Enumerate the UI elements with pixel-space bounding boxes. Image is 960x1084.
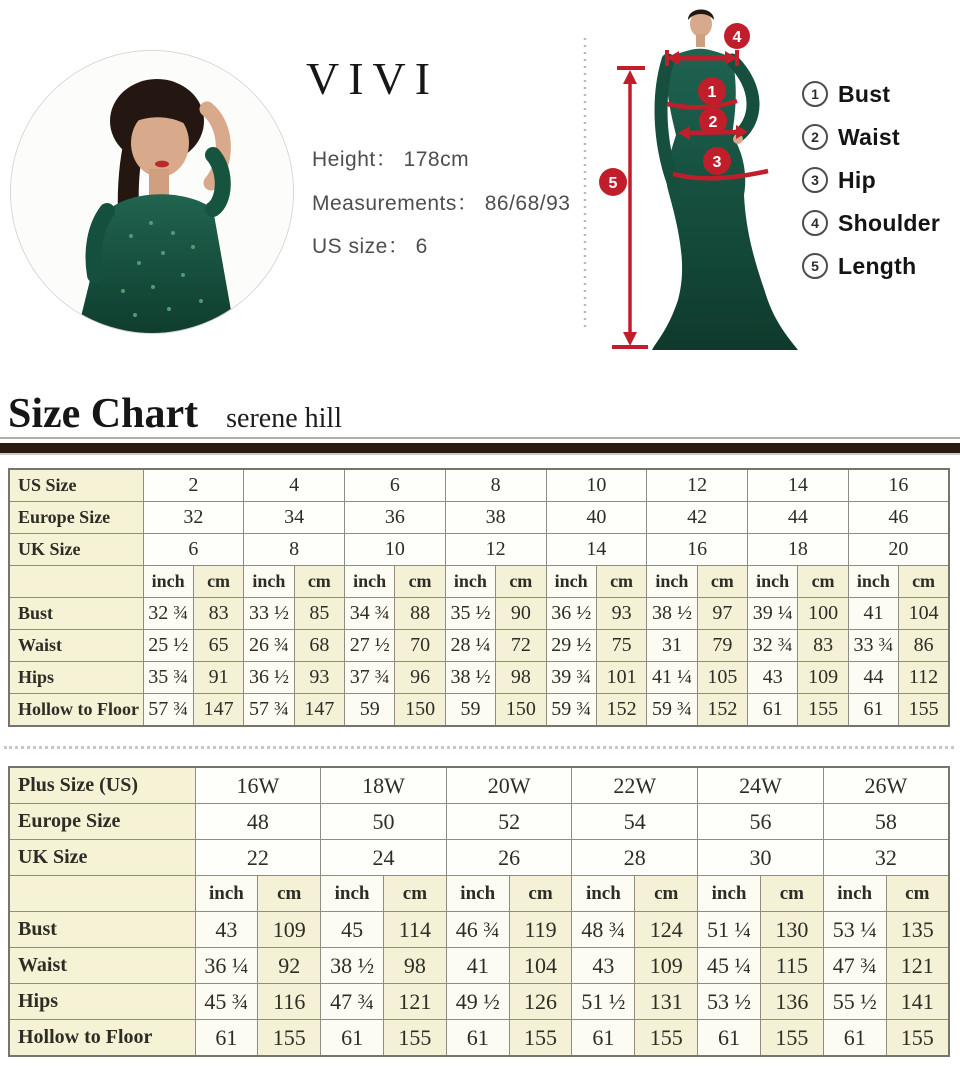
table-cell: inch xyxy=(823,876,886,912)
table-cell: 20W xyxy=(446,767,572,804)
legend-label-waist: Waist xyxy=(838,123,900,150)
table-row xyxy=(9,840,949,876)
table-cell: cm xyxy=(760,876,823,912)
table-cell: 150 xyxy=(496,694,546,727)
table-cell: 147 xyxy=(193,694,243,727)
table-cell: 96 xyxy=(395,662,445,694)
table-cell: 48 ¾ xyxy=(572,912,635,948)
table-cell: inch xyxy=(698,876,761,912)
table-cell: 43 xyxy=(195,912,258,948)
table-cell: 121 xyxy=(383,984,446,1020)
brand-title: VIVI xyxy=(306,53,440,104)
table-cell: 8 xyxy=(445,469,546,502)
model-measurements: Measurements： 86/68/93 xyxy=(312,192,571,215)
table-cell: 36 ¼ xyxy=(195,948,258,984)
legend-item-shoulder xyxy=(802,211,940,235)
legend-item-waist xyxy=(802,125,940,149)
table-cell: 48 xyxy=(195,804,321,840)
size-table-plus xyxy=(8,766,950,1057)
table-cell: 41 ¼ xyxy=(647,662,697,694)
table-cell: 88 xyxy=(395,598,445,630)
table-cell: cm xyxy=(596,566,646,598)
table-cell: cm xyxy=(395,566,445,598)
table-cell: 61 xyxy=(748,694,798,727)
table-cell: 27 ½ xyxy=(345,630,395,662)
table-cell: 54 xyxy=(572,804,698,840)
table-cell: 112 xyxy=(899,662,949,694)
table-cell: 6 xyxy=(345,469,446,502)
table-separator xyxy=(4,746,954,749)
table-cell: 32 xyxy=(823,840,949,876)
table-cell: 109 xyxy=(798,662,848,694)
page-subtitle: serene hill xyxy=(226,403,342,434)
table-cell: 25 ½ xyxy=(143,630,193,662)
table-cell: inch xyxy=(143,566,193,598)
table-cell: 10 xyxy=(345,534,446,566)
table-cell: inch xyxy=(446,876,509,912)
table-cell: 24 xyxy=(321,840,447,876)
row-label: UK Size xyxy=(9,840,195,876)
table-cell: 90 xyxy=(496,598,546,630)
table-row xyxy=(9,694,949,727)
table-cell: 93 xyxy=(596,598,646,630)
table-cell: 16 xyxy=(848,469,949,502)
table-cell: cm xyxy=(258,876,321,912)
table-row xyxy=(9,630,949,662)
table-cell: cm xyxy=(697,566,747,598)
table-cell: inch xyxy=(345,566,395,598)
table-cell: 46 xyxy=(848,502,949,534)
table-cell: 40 xyxy=(546,502,647,534)
table-cell: 22 xyxy=(195,840,321,876)
table-row xyxy=(9,469,949,502)
size-table-standard xyxy=(8,468,950,727)
table-cell: 42 xyxy=(647,502,748,534)
table-cell: 50 xyxy=(321,804,447,840)
length-arrow xyxy=(612,68,648,347)
table-cell: 41 xyxy=(446,948,509,984)
row-label: Plus Size (US) xyxy=(9,767,195,804)
row-label: Europe Size xyxy=(9,804,195,840)
table-cell: inch xyxy=(321,876,384,912)
table-cell: 152 xyxy=(596,694,646,727)
table-cell: 46 ¾ xyxy=(446,912,509,948)
legend-label-bust: Bust xyxy=(838,80,891,107)
table-cell: 155 xyxy=(635,1020,698,1057)
table-cell: 100 xyxy=(798,598,848,630)
table-cell: inch xyxy=(244,566,294,598)
table-cell: 28 xyxy=(572,840,698,876)
table-cell: 34 xyxy=(244,502,345,534)
marker-5: 5 xyxy=(608,175,618,192)
table-cell: 155 xyxy=(886,1020,949,1057)
table-cell: 57 ¾ xyxy=(244,694,294,727)
table-cell: 14 xyxy=(748,469,849,502)
table-cell: 61 xyxy=(698,1020,761,1057)
legend-num-2: 2 xyxy=(802,124,828,150)
table-cell: 92 xyxy=(258,948,321,984)
table-cell: 29 ½ xyxy=(546,630,596,662)
table-cell: 32 ¾ xyxy=(748,630,798,662)
table-cell: inch xyxy=(748,566,798,598)
table-cell: 18W xyxy=(321,767,447,804)
table-cell: 49 ½ xyxy=(446,984,509,1020)
table-cell: 24W xyxy=(698,767,824,804)
table-cell: 61 xyxy=(446,1020,509,1057)
legend-item-hip xyxy=(802,168,940,192)
table-cell: 105 xyxy=(697,662,747,694)
model-height: Height： 178cm xyxy=(312,148,470,171)
table-cell: 4 xyxy=(244,469,345,502)
table-row xyxy=(9,804,949,840)
table-cell: 18 xyxy=(748,534,849,566)
table-cell: 45 xyxy=(321,912,384,948)
table-cell: 155 xyxy=(760,1020,823,1057)
table-cell: 34 ¾ xyxy=(345,598,395,630)
table-row xyxy=(9,534,949,566)
unit-row xyxy=(9,566,949,598)
table-cell: cm xyxy=(193,566,243,598)
table-cell: 53 ¼ xyxy=(823,912,886,948)
size-chart-heading xyxy=(8,390,342,438)
table-cell: 53 ½ xyxy=(698,984,761,1020)
divider-thin xyxy=(0,437,960,439)
table-cell: 51 ½ xyxy=(572,984,635,1020)
table-cell: 39 ¾ xyxy=(546,662,596,694)
table-cell: 36 ½ xyxy=(244,662,294,694)
table-cell: 52 xyxy=(446,804,572,840)
table-cell: 61 xyxy=(823,1020,886,1057)
table-row xyxy=(9,1020,949,1057)
table-cell: 155 xyxy=(509,1020,572,1057)
table-cell: 56 xyxy=(698,804,824,840)
table-cell: 116 xyxy=(258,984,321,1020)
table-cell: 124 xyxy=(635,912,698,948)
row-label: Hollow to Floor xyxy=(9,694,143,727)
marker-2: 2 xyxy=(708,114,718,131)
table-cell: 8 xyxy=(244,534,345,566)
table-cell: inch xyxy=(445,566,495,598)
table-cell: 98 xyxy=(383,948,446,984)
table-cell: 32 ¾ xyxy=(143,598,193,630)
table-row xyxy=(9,948,949,984)
row-label: US Size xyxy=(9,469,143,502)
row-label: Waist xyxy=(9,630,143,662)
table-row xyxy=(9,662,949,694)
table-cell: 83 xyxy=(193,598,243,630)
row-label: UK Size xyxy=(9,534,143,566)
table-cell: 85 xyxy=(294,598,344,630)
table-cell: 83 xyxy=(798,630,848,662)
table-cell: 152 xyxy=(697,694,747,727)
table-cell: 130 xyxy=(760,912,823,948)
table-cell: 115 xyxy=(760,948,823,984)
model-portrait-illustration xyxy=(11,51,293,333)
table-cell: 26 ¾ xyxy=(244,630,294,662)
legend-item-bust xyxy=(802,82,940,106)
table-cell: 38 xyxy=(445,502,546,534)
table-cell: 30 xyxy=(698,840,824,876)
table-cell: 26W xyxy=(823,767,949,804)
row-label: Hollow to Floor xyxy=(9,1020,195,1057)
table-cell: 38 ½ xyxy=(445,662,495,694)
table-cell: 43 xyxy=(572,948,635,984)
table-cell: 6 xyxy=(143,534,244,566)
table-cell: 155 xyxy=(798,694,848,727)
size-table xyxy=(8,468,950,727)
table-cell: 72 xyxy=(496,630,546,662)
table-cell: 37 ¾ xyxy=(345,662,395,694)
table-cell: 26 xyxy=(446,840,572,876)
table-cell: 79 xyxy=(697,630,747,662)
table-cell: 28 ¼ xyxy=(445,630,495,662)
table-cell: 16W xyxy=(195,767,321,804)
table-cell: 150 xyxy=(395,694,445,727)
table-cell: cm xyxy=(798,566,848,598)
table-cell: 61 xyxy=(848,694,898,727)
table-cell: 119 xyxy=(509,912,572,948)
row-label: Bust xyxy=(9,598,143,630)
table-cell: 43 xyxy=(748,662,798,694)
table-cell: 47 ¾ xyxy=(321,984,384,1020)
table-cell: 59 xyxy=(445,694,495,727)
table-cell: 47 ¾ xyxy=(823,948,886,984)
table-cell: inch xyxy=(572,876,635,912)
table-cell: 45 ¾ xyxy=(195,984,258,1020)
table-cell: inch xyxy=(848,566,898,598)
table-cell: 51 ¼ xyxy=(698,912,761,948)
table-cell: 33 ½ xyxy=(244,598,294,630)
table-cell: 36 xyxy=(345,502,446,534)
table-row xyxy=(9,767,949,804)
table-cell: 126 xyxy=(509,984,572,1020)
table-cell: 65 xyxy=(193,630,243,662)
table-cell: 59 ¾ xyxy=(647,694,697,727)
legend-num-4: 4 xyxy=(802,210,828,236)
page-title: Size Chart xyxy=(8,391,199,437)
table-row xyxy=(9,598,949,630)
divider-thick xyxy=(0,443,960,455)
table-cell: 31 xyxy=(647,630,697,662)
legend-label-length: Length xyxy=(838,252,917,279)
table-cell: 61 xyxy=(321,1020,384,1057)
table-cell: 97 xyxy=(697,598,747,630)
legend-item-length xyxy=(802,254,940,278)
table-cell: cm xyxy=(496,566,546,598)
row-label: Bust xyxy=(9,912,195,948)
table-cell: inch xyxy=(647,566,697,598)
measurement-legend xyxy=(802,82,940,297)
table-cell: 109 xyxy=(635,948,698,984)
table-cell: 41 xyxy=(848,598,898,630)
legend-label-shoulder: Shoulder xyxy=(838,209,941,236)
table-cell: 61 xyxy=(572,1020,635,1057)
table-cell: 12 xyxy=(647,469,748,502)
table-cell: 22W xyxy=(572,767,698,804)
table-cell: cm xyxy=(886,876,949,912)
row-label xyxy=(9,876,195,912)
table-cell: 44 xyxy=(748,502,849,534)
table-cell: 35 ½ xyxy=(445,598,495,630)
marker-1: 1 xyxy=(707,84,717,101)
table-cell: 121 xyxy=(886,948,949,984)
table-cell: 155 xyxy=(899,694,949,727)
table-cell: 38 ½ xyxy=(647,598,697,630)
table-cell: 68 xyxy=(294,630,344,662)
table-cell: inch xyxy=(546,566,596,598)
table-row xyxy=(9,502,949,534)
table-cell: 59 xyxy=(345,694,395,727)
size-table xyxy=(8,766,950,1057)
table-row xyxy=(9,912,949,948)
table-cell: 98 xyxy=(496,662,546,694)
table-cell: 59 ¾ xyxy=(546,694,596,727)
table-cell: 155 xyxy=(258,1020,321,1057)
table-cell: 33 ¾ xyxy=(848,630,898,662)
table-cell: inch xyxy=(195,876,258,912)
table-cell: 20 xyxy=(848,534,949,566)
table-cell: 93 xyxy=(294,662,344,694)
table-cell: cm xyxy=(635,876,698,912)
table-cell: 101 xyxy=(596,662,646,694)
row-label: Hips xyxy=(9,984,195,1020)
marker-3: 3 xyxy=(712,154,722,171)
model-us-size: US size： 6 xyxy=(312,235,428,258)
table-cell: 104 xyxy=(509,948,572,984)
table-cell: cm xyxy=(509,876,572,912)
table-cell: 36 ½ xyxy=(546,598,596,630)
table-cell: 86 xyxy=(899,630,949,662)
table-cell: 135 xyxy=(886,912,949,948)
table-cell: cm xyxy=(899,566,949,598)
row-label: Waist xyxy=(9,948,195,984)
table-cell: 10 xyxy=(546,469,647,502)
table-cell: 58 xyxy=(823,804,949,840)
table-cell: 147 xyxy=(294,694,344,727)
table-cell: 61 xyxy=(195,1020,258,1057)
row-label: Hips xyxy=(9,662,143,694)
table-cell: 57 ¾ xyxy=(143,694,193,727)
table-cell: 39 ¼ xyxy=(748,598,798,630)
legend-num-1: 1 xyxy=(802,81,828,107)
table-row xyxy=(9,984,949,1020)
unit-row xyxy=(9,876,949,912)
legend-num-5: 5 xyxy=(802,253,828,279)
table-cell: 55 ½ xyxy=(823,984,886,1020)
table-cell: 104 xyxy=(899,598,949,630)
table-cell: 44 xyxy=(848,662,898,694)
table-cell: 70 xyxy=(395,630,445,662)
table-cell: 114 xyxy=(383,912,446,948)
row-label: Europe Size xyxy=(9,502,143,534)
table-cell: 35 ¾ xyxy=(143,662,193,694)
table-cell: 45 ¼ xyxy=(698,948,761,984)
table-cell: 131 xyxy=(635,984,698,1020)
table-cell: cm xyxy=(294,566,344,598)
table-cell: 109 xyxy=(258,912,321,948)
table-cell: 32 xyxy=(143,502,244,534)
table-cell: 136 xyxy=(760,984,823,1020)
table-cell: 14 xyxy=(546,534,647,566)
table-cell: 2 xyxy=(143,469,244,502)
model-photo xyxy=(10,50,294,334)
marker-4: 4 xyxy=(732,29,742,46)
row-label xyxy=(9,566,143,598)
table-cell: 75 xyxy=(596,630,646,662)
table-cell: cm xyxy=(383,876,446,912)
table-cell: 141 xyxy=(886,984,949,1020)
table-cell: 91 xyxy=(193,662,243,694)
table-cell: 16 xyxy=(647,534,748,566)
table-cell: 155 xyxy=(383,1020,446,1057)
legend-label-hip: Hip xyxy=(838,166,876,193)
legend-num-3: 3 xyxy=(802,167,828,193)
table-cell: 12 xyxy=(445,534,546,566)
table-cell: 38 ½ xyxy=(321,948,384,984)
